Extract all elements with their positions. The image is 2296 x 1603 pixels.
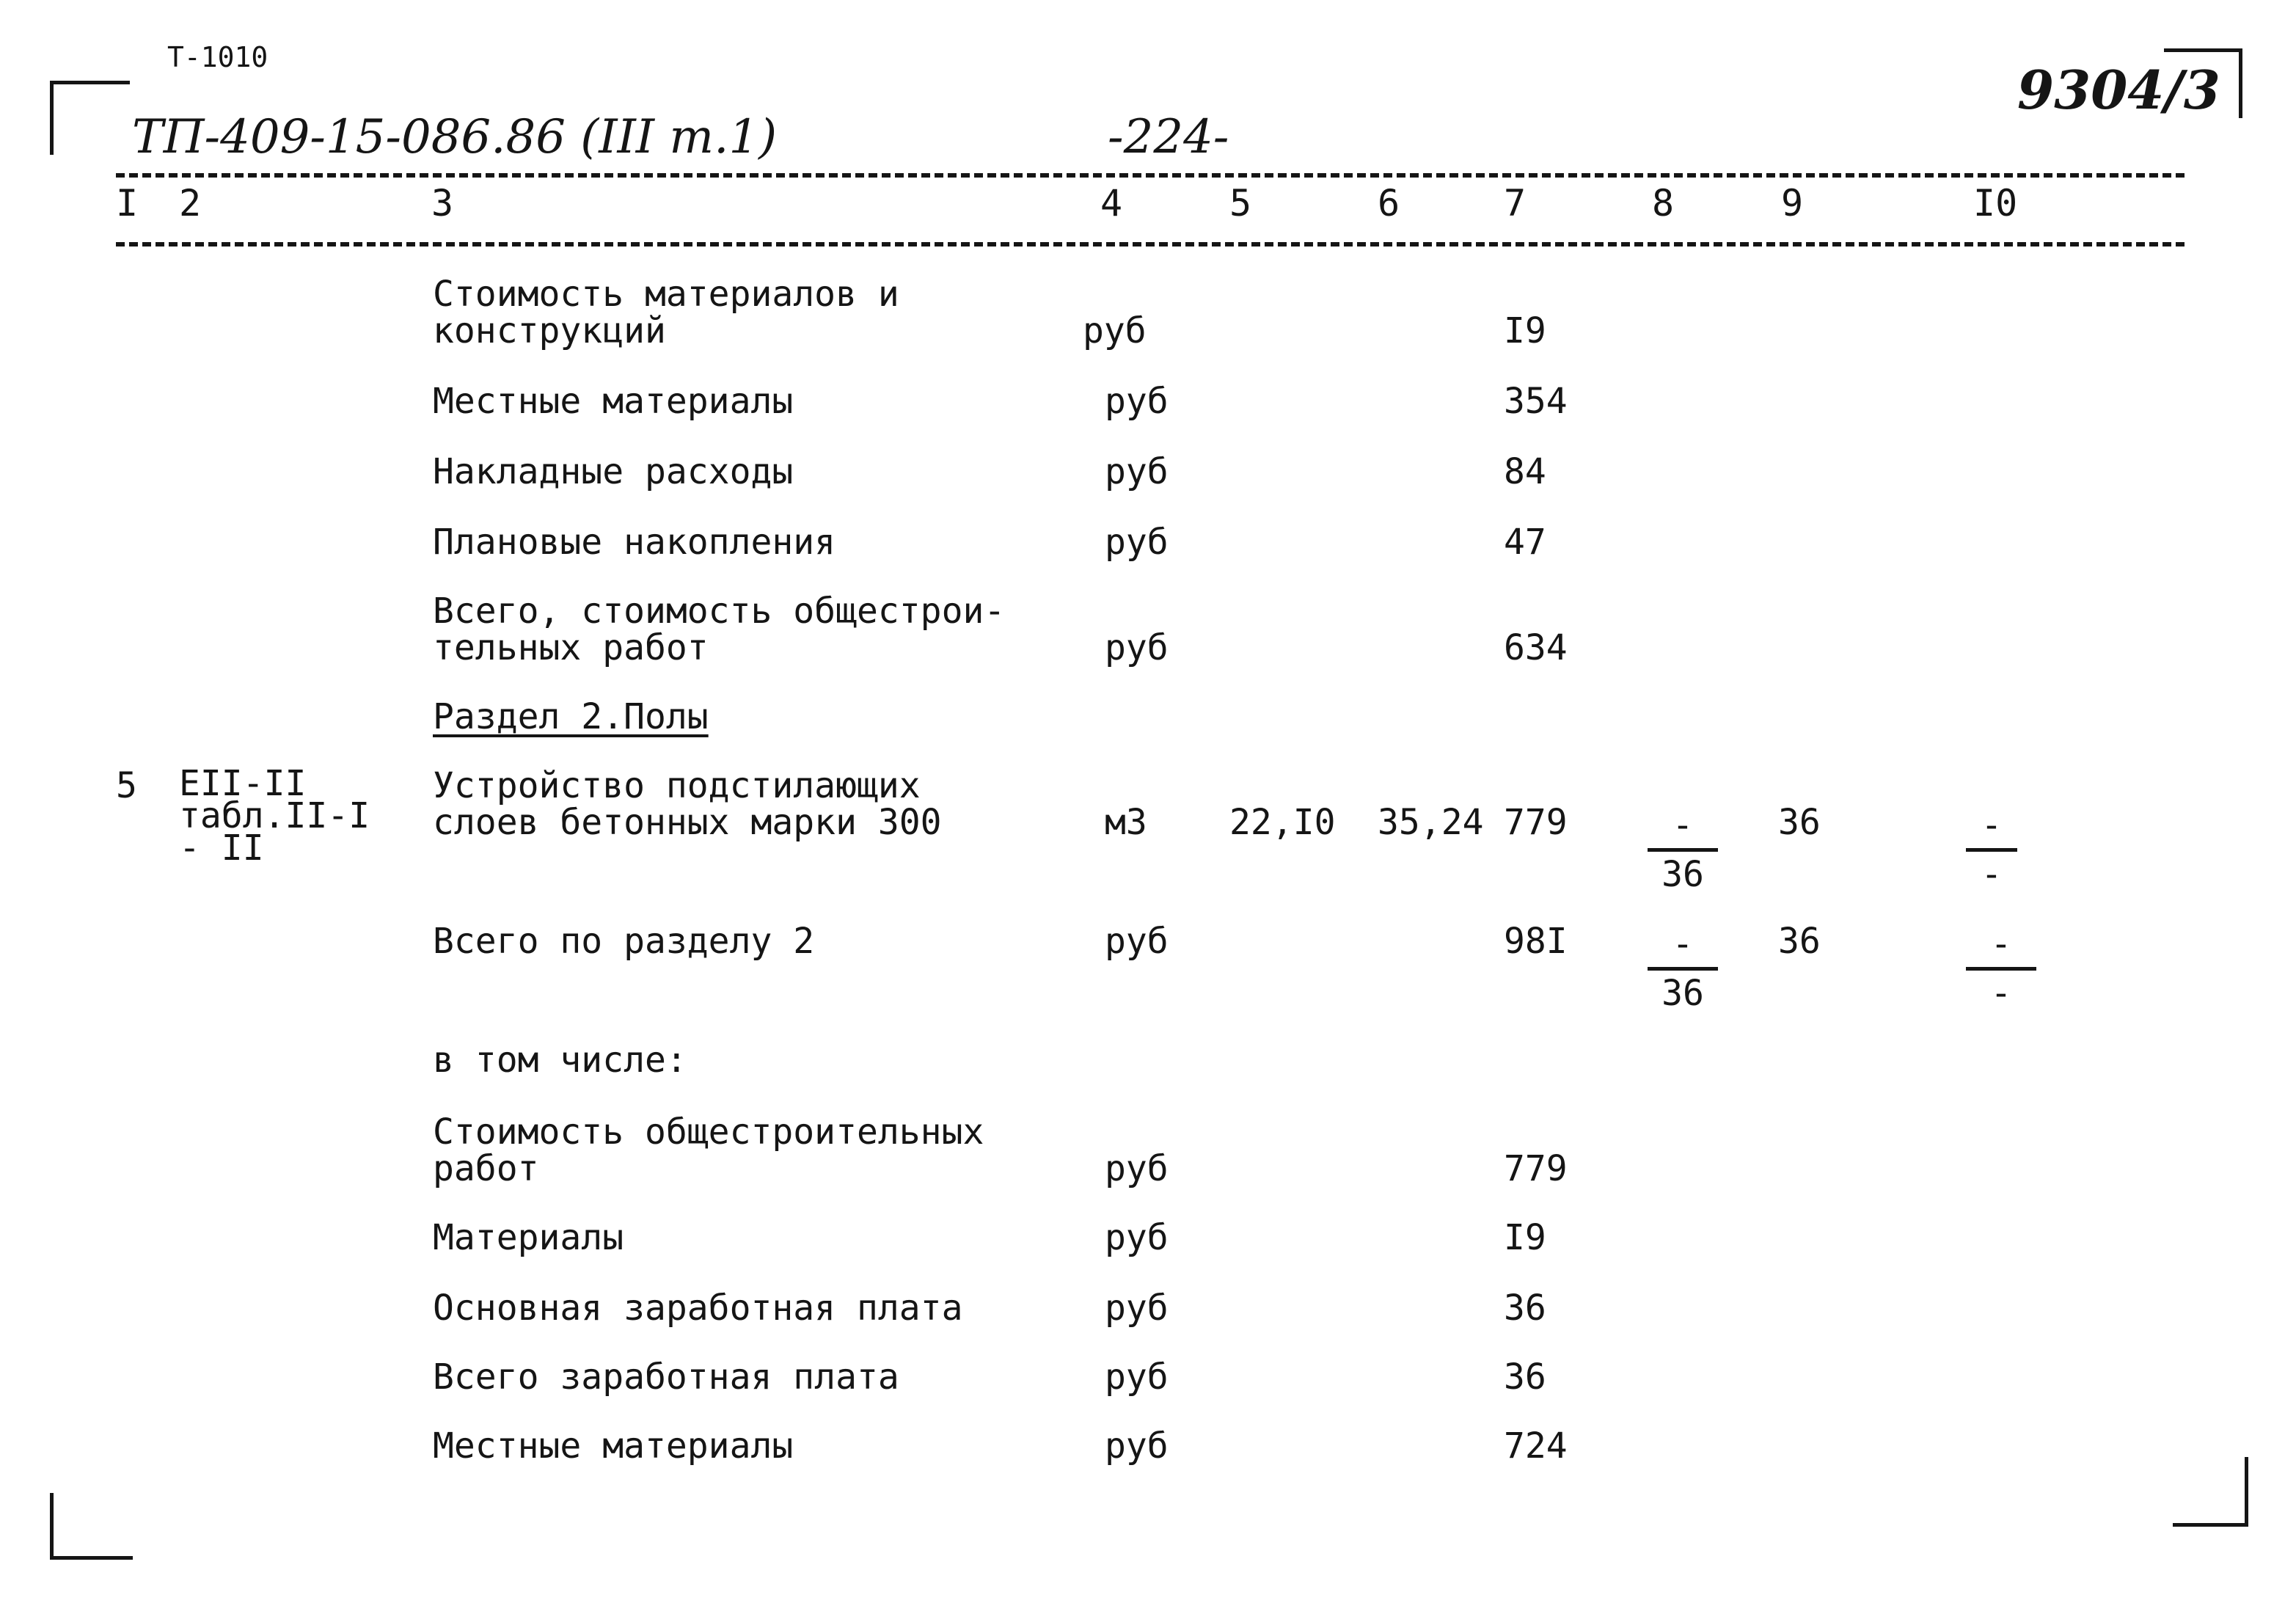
fraction-denominator: - [1981, 854, 2003, 895]
row-desc: Местные материалы [433, 1425, 794, 1467]
col-header-4: 4 [1100, 182, 1123, 224]
fraction-denominator: - [1990, 973, 2012, 1014]
row-desc: Местные материалы [433, 381, 794, 422]
row-col5: 22,I0 [1229, 802, 1336, 843]
row-unit: руб [1083, 310, 1147, 351]
row-unit: руб [1105, 1148, 1169, 1189]
row-desc: в том числе: [433, 1040, 687, 1081]
col-header-2: 2 [179, 182, 202, 224]
row-col7: 98I [1504, 921, 1568, 962]
row-col7: 779 [1504, 1148, 1568, 1189]
row-unit: руб [1105, 522, 1169, 563]
row-unit: руб [1105, 1356, 1169, 1398]
row-col7: 36 [1504, 1356, 1546, 1398]
corner-mark-bottom-left [50, 1493, 133, 1560]
fraction-col10 [1966, 807, 2017, 893]
row-col7: 36 [1504, 1288, 1546, 1329]
fraction-denominator: 36 [1661, 854, 1704, 895]
row-unit: руб [1105, 1288, 1169, 1329]
row-col7: 354 [1504, 381, 1568, 422]
row-desc: Стоимость общестроительных работ [433, 1111, 984, 1189]
project-code: ТП-409-15-086.86 (III т.1) [132, 110, 778, 164]
item-number: 5 [116, 765, 137, 806]
row-desc: Материалы [433, 1217, 624, 1258]
norm-code: ЕII-II табл.II-I - II [179, 763, 370, 869]
fraction-bar [1648, 848, 1718, 852]
col-header-10: I0 [1973, 182, 2018, 224]
row-desc: Всего по разделу 2 [433, 921, 815, 962]
row-desc: Стоимость материалов и конструкций [433, 274, 899, 351]
row-col6: 35,24 [1378, 802, 1484, 843]
row-desc: Устройство подстилающих слоев бетонных марки 300 [433, 765, 942, 843]
doc-code: Т-1010 [167, 41, 268, 73]
col-header-6: 6 [1378, 182, 1400, 224]
corner-mark-bottom-right [2173, 1457, 2248, 1527]
fraction-numerator: - [1672, 924, 1694, 965]
row-unit: руб [1105, 1217, 1169, 1258]
row-desc: Всего, стоимость общестрои- тельных работ [433, 591, 1006, 668]
row-col7: 84 [1504, 451, 1546, 492]
col-header-7: 7 [1504, 182, 1527, 224]
fraction-col10 [1966, 926, 2036, 1012]
row-col9: 36 [1778, 921, 1821, 962]
fraction-denominator: 36 [1661, 973, 1704, 1014]
row-desc: Накладные расходы [433, 451, 794, 492]
row-col9: 36 [1778, 802, 1821, 843]
section-heading: Раздел 2.Полы [433, 696, 709, 737]
corner-mark-top-left [50, 81, 130, 155]
fraction-col8 [1648, 807, 1718, 893]
row-desc: Всего заработная плата [433, 1356, 899, 1398]
header-rule-top [116, 173, 2185, 178]
row-col7: 724 [1504, 1425, 1568, 1467]
fraction-bar [1966, 967, 2036, 971]
row-col7: I9 [1504, 310, 1546, 351]
header-rule-bottom [116, 242, 2185, 247]
fraction-numerator: - [1981, 805, 2003, 846]
fraction-bar [1966, 848, 2017, 852]
row-unit: руб [1105, 921, 1169, 962]
fraction-numerator: - [1990, 924, 2012, 965]
fraction-numerator: - [1672, 805, 1694, 846]
fraction-col8 [1648, 926, 1718, 1012]
row-col7: 634 [1504, 627, 1568, 668]
row-col7: 47 [1504, 522, 1546, 563]
row-desc: Основная заработная плата [433, 1288, 963, 1329]
row-desc: Плановые накопления [433, 522, 836, 563]
page-number: -224- [1108, 110, 1229, 164]
sheet-code: 9304/3 [2017, 59, 2220, 121]
row-unit: руб [1105, 1425, 1169, 1467]
col-header-3: 3 [431, 182, 454, 224]
row-unit: руб [1105, 381, 1169, 422]
col-header-8: 8 [1652, 182, 1675, 224]
col-header-1: I [116, 182, 139, 224]
row-unit: м3 [1105, 802, 1147, 843]
col-header-5: 5 [1229, 182, 1252, 224]
fraction-bar [1648, 967, 1718, 971]
row-col7: 779 [1504, 802, 1568, 843]
col-header-9: 9 [1781, 182, 1804, 224]
row-unit: руб [1105, 627, 1169, 668]
row-unit: руб [1105, 451, 1169, 492]
row-col7: I9 [1504, 1217, 1546, 1258]
